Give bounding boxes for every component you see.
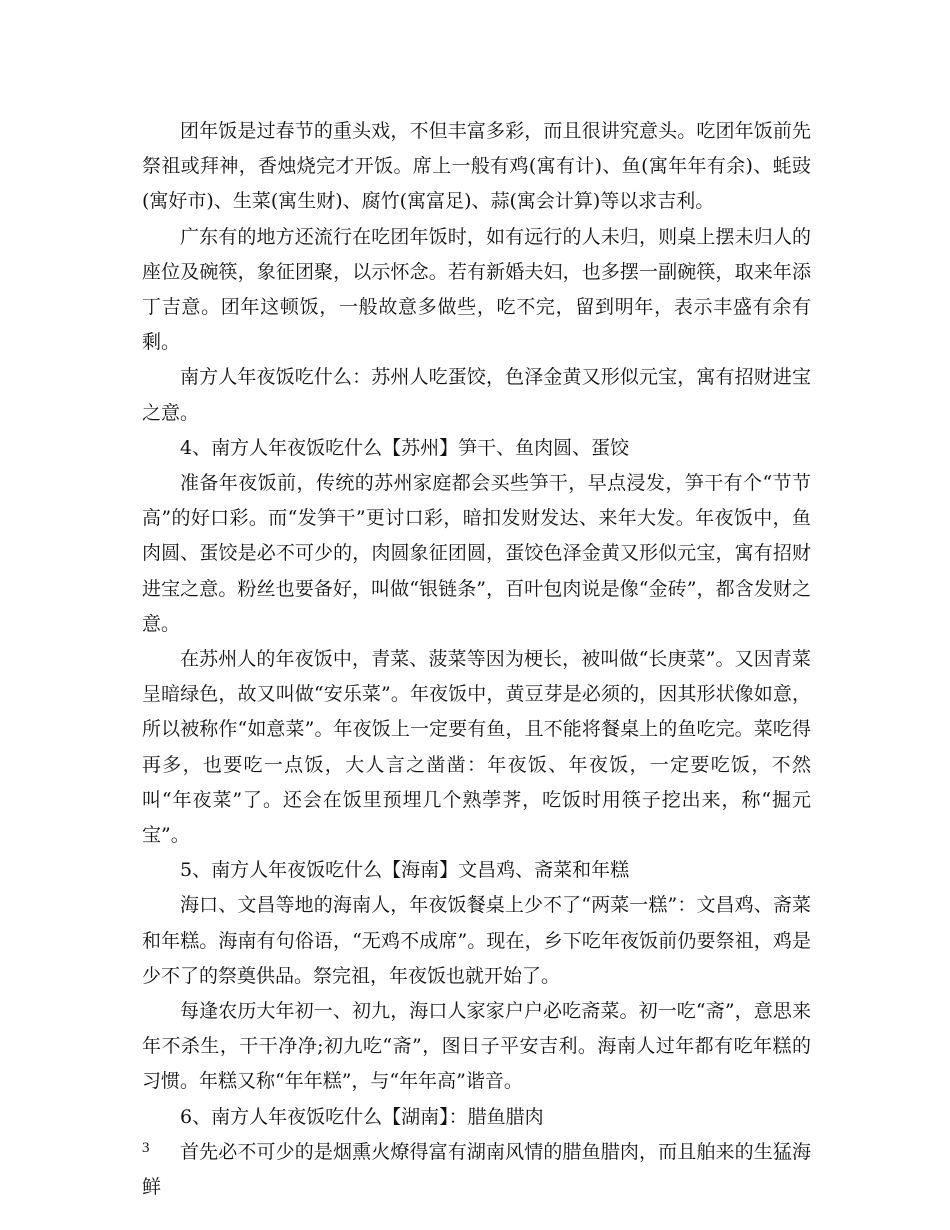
paragraph: 团年饭是过春节的重头戏，不但丰富多彩，而且很讲究意头。吃团年饭前先祭祖或拜神，香烛烧完才开饭。席上一般有鸡(寓有计)、鱼(寓年年有余)、蚝豉(寓好市)、生菜(寓生财)、腐竹(寓富足)、蒜(寓会计算)等以求吉利。 <box>142 120 811 213</box>
document-body <box>142 114 811 1205</box>
paragraph: 广东有的地方还流行在吃团年饭时，如有远行的人未归，则桌上摆未归人的座位及碗筷，象征团聚，以示怀念。若有新婚夫妇，也多摆一副碗筷，取来年添丁吉意。团年这顿饭，一般故意多做些，吃不完，留到明年，表示丰盛有余有剩。 <box>142 225 811 354</box>
section-heading: 4、南方人年夜饭吃什么【苏州】笋干、鱼肉圆、蛋饺 <box>180 436 630 459</box>
paragraph: 每逢农历大年初一、初九，海口人家家户户必吃斋菜。初一吃“斋”，意思来年不杀生，干干净净;初九吃“斋”，图日子平安吉利。海南人过年都有吃年糕的习惯。年糕又称“年年糕”，与“年年高”谐音。 <box>142 1000 811 1093</box>
page-number: 3 <box>142 1140 150 1156</box>
paragraph: 首先必不可少的是烟熏火燎得富有湖南风情的腊鱼腊肉，而且舶来的生猛海鲜 <box>142 1140 811 1199</box>
section-heading: 6、南方人年夜饭吃什么【湖南】：腊鱼腊肉 <box>180 1105 544 1128</box>
paragraph: 准备年夜饭前，传统的苏州家庭都会买些笋干，早点浸发，笋干有个“节节高”的好口彩。而“发笋干”更讨口彩，暗扣发财发达、来年大发。年夜饭中，鱼肉圆、蛋饺是必不可少的，肉圆象征团圆，蛋饺色泽金黄又形似元宝，寓有招财进宝之意。粉丝也要备好，叫做“银链条”，百叶包肉说是像“金砖”，都含发财之意。 <box>142 472 811 635</box>
paragraph: 在苏州人的年夜饭中，青菜、菠菜等因为梗长，被叫做“长庚菜”。又因青菜呈暗绿色，故又叫做“安乐菜”。年夜饭中，黄豆芽是必须的，因其形状像如意，所以被称作“如意菜”。年夜饭上一定要有鱼，且不能将餐桌上的鱼吃完。菜吃得再多，也要吃一点饭，大人言之凿凿：年夜饭、年夜饭，一定要吃饭，不然叫“年夜菜”了。还会在饭里预埋几个熟荸荠，吃饭时用筷子挖出来，称“掘元宝”。 <box>142 648 811 847</box>
section-heading: 5、南方人年夜饭吃什么【海南】文昌鸡、斋菜和年糕 <box>180 859 630 882</box>
paragraph: 南方人年夜饭吃什么：苏州人吃蛋饺，色泽金黄又形似元宝，寓有招财进宝之意。 <box>142 366 811 424</box>
paragraph: 海口、文昌等地的海南人，年夜饭餐桌上少不了“两菜一糕”：文昌鸡、斋菜和年糕。海南有句俗语，“无鸡不成席”。现在，乡下吃年夜饭前仍要祭祖，鸡是少不了的祭奠供品。祭完祖，年夜饭也就开始了。 <box>142 894 811 987</box>
